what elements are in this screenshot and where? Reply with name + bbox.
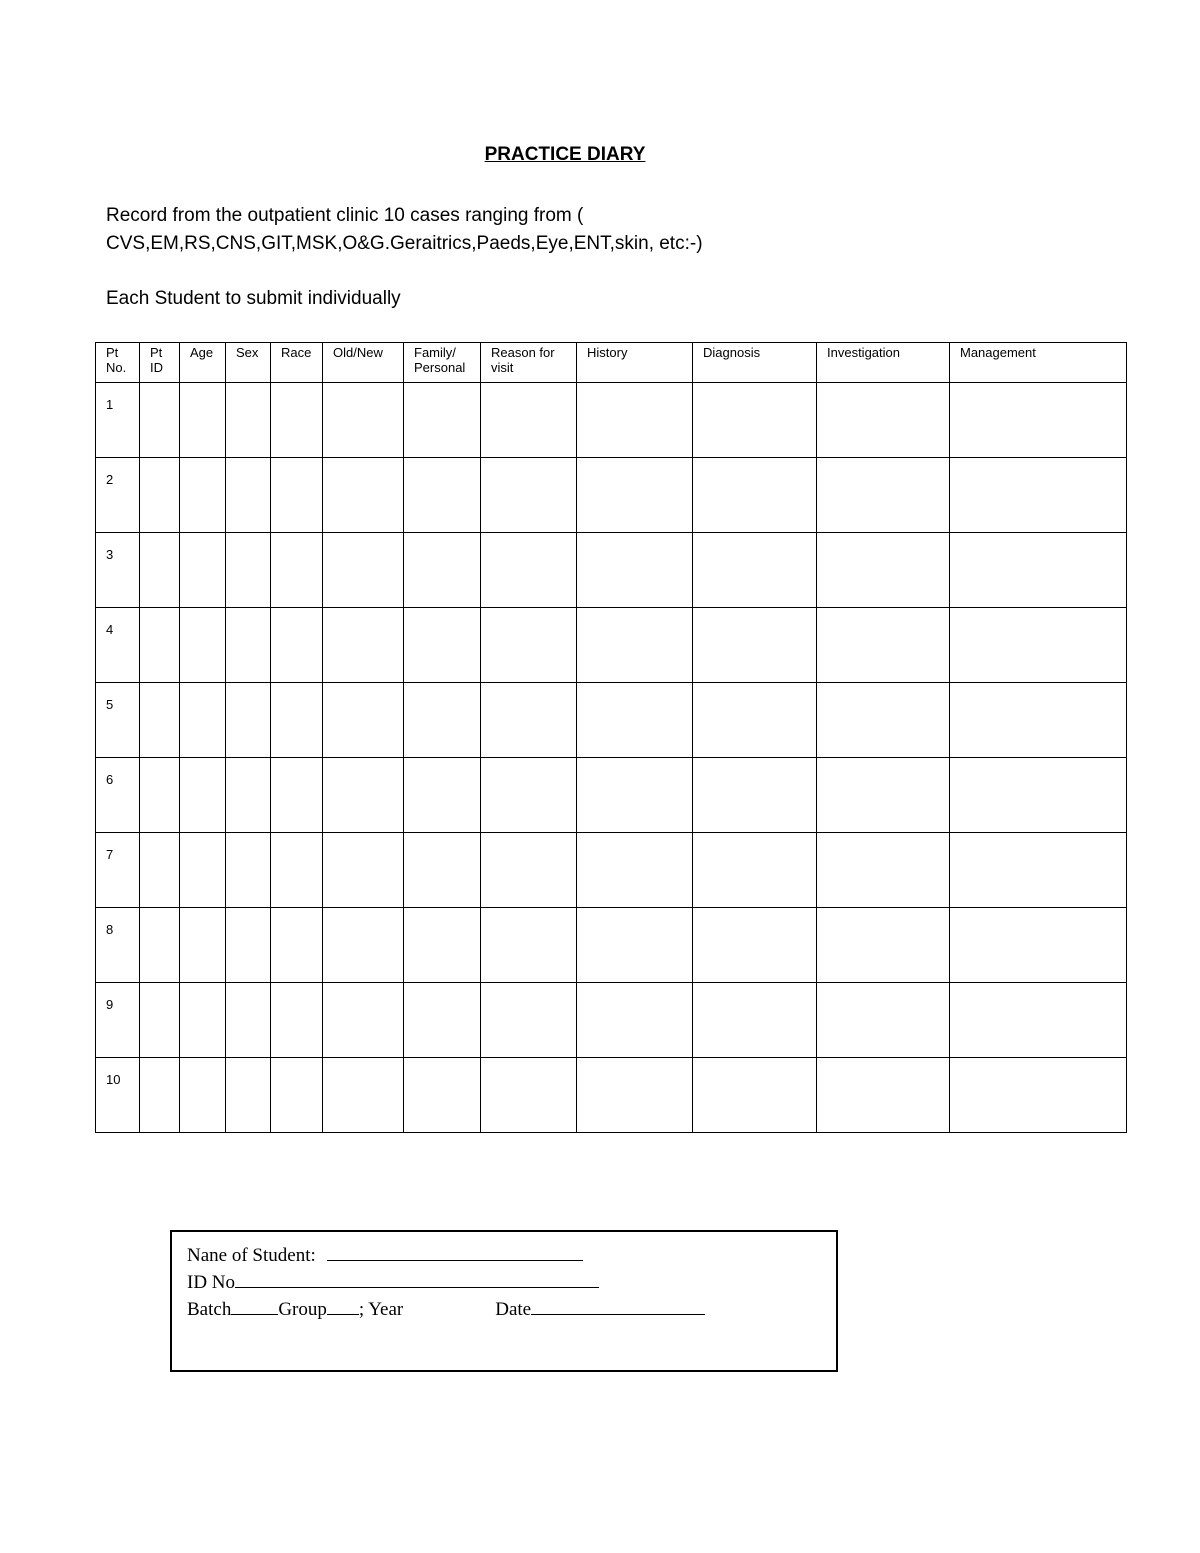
group-label: Group	[278, 1299, 327, 1320]
blank-cell[interactable]	[180, 683, 226, 758]
row-number: 1	[96, 383, 140, 458]
blank-cell[interactable]	[271, 1058, 323, 1133]
blank-cell[interactable]	[481, 983, 577, 1058]
table-row	[96, 533, 1127, 608]
blank-cell[interactable]	[140, 608, 180, 683]
batch-label: Batch	[187, 1299, 232, 1320]
blank-cell[interactable]	[950, 458, 1127, 533]
blank-cell[interactable]	[180, 533, 226, 608]
blank-cell[interactable]	[404, 983, 481, 1058]
blank-cell[interactable]	[180, 608, 226, 683]
blank-cell[interactable]	[481, 608, 577, 683]
blank-cell[interactable]	[577, 458, 693, 533]
date-field[interactable]	[531, 1296, 705, 1315]
blank-cell[interactable]	[323, 458, 404, 533]
blank-cell[interactable]	[404, 1058, 481, 1133]
blank-cell[interactable]	[323, 383, 404, 458]
blank-cell[interactable]	[817, 383, 950, 458]
blank-cell[interactable]	[140, 1058, 180, 1133]
blank-cell[interactable]	[271, 683, 323, 758]
blank-cell[interactable]	[180, 833, 226, 908]
table-row	[96, 383, 1127, 458]
blank-cell[interactable]	[950, 608, 1127, 683]
blank-cell[interactable]	[271, 983, 323, 1058]
submission-note: Each Student to submit individually	[106, 288, 401, 309]
header-age: Age	[180, 343, 226, 383]
blank-cell[interactable]	[404, 833, 481, 908]
header-old-new: Old/New	[323, 343, 404, 383]
blank-cell[interactable]	[693, 983, 817, 1058]
blank-cell[interactable]	[693, 1058, 817, 1133]
blank-cell[interactable]	[140, 533, 180, 608]
blank-cell[interactable]	[817, 683, 950, 758]
blank-cell[interactable]	[693, 383, 817, 458]
blank-cell[interactable]	[180, 1058, 226, 1133]
blank-cell[interactable]	[817, 533, 950, 608]
row-number: 3	[96, 533, 140, 608]
blank-cell[interactable]	[140, 458, 180, 533]
blank-cell[interactable]	[481, 758, 577, 833]
blank-cell[interactable]	[140, 833, 180, 908]
blank-cell[interactable]	[323, 533, 404, 608]
year-label: ; Year	[358, 1299, 404, 1320]
header-management: Management	[950, 343, 1127, 383]
student-name-line	[187, 1242, 583, 1269]
table-row	[96, 983, 1127, 1058]
id-number-field[interactable]	[235, 1269, 599, 1288]
blank-cell[interactable]	[817, 608, 950, 683]
blank-cell[interactable]	[140, 908, 180, 983]
blank-cell[interactable]	[404, 383, 481, 458]
blank-cell[interactable]	[404, 908, 481, 983]
header-reason-for-visit: Reason for visit	[481, 343, 577, 383]
row-number: 5	[96, 683, 140, 758]
blank-cell[interactable]	[271, 533, 323, 608]
blank-cell[interactable]	[817, 1058, 950, 1133]
student-name-label: Nane of Student:	[187, 1245, 316, 1266]
blank-cell[interactable]	[950, 683, 1127, 758]
blank-cell[interactable]	[271, 908, 323, 983]
header-investigation: Investigation	[817, 343, 950, 383]
blank-cell[interactable]	[693, 683, 817, 758]
date-label: Date	[495, 1299, 532, 1320]
practice-diary-table	[95, 342, 1127, 1133]
blank-cell[interactable]	[323, 833, 404, 908]
header-history: History	[577, 343, 693, 383]
blank-cell[interactable]	[271, 758, 323, 833]
blank-cell[interactable]	[481, 908, 577, 983]
table-header-row	[96, 343, 1127, 383]
instructions-line-1: Record from the outpatient clinic 10 cases ranging from (	[106, 205, 584, 226]
blank-cell[interactable]	[693, 758, 817, 833]
row-number: 2	[96, 458, 140, 533]
blank-cell[interactable]	[817, 833, 950, 908]
blank-cell[interactable]	[180, 908, 226, 983]
student-name-field[interactable]	[327, 1242, 583, 1261]
header-race: Race	[271, 343, 323, 383]
blank-cell[interactable]	[817, 983, 950, 1058]
blank-cell[interactable]	[323, 983, 404, 1058]
row-number: 9	[96, 983, 140, 1058]
table-row	[96, 1058, 1127, 1133]
blank-cell[interactable]	[140, 983, 180, 1058]
blank-cell[interactable]	[323, 1058, 404, 1133]
blank-cell[interactable]	[323, 608, 404, 683]
blank-cell[interactable]	[481, 458, 577, 533]
blank-cell[interactable]	[577, 983, 693, 1058]
blank-cell[interactable]	[180, 458, 226, 533]
table-row	[96, 908, 1127, 983]
blank-cell[interactable]	[950, 758, 1127, 833]
blank-cell[interactable]	[950, 983, 1127, 1058]
blank-cell[interactable]	[693, 608, 817, 683]
blank-cell[interactable]	[226, 908, 271, 983]
blank-cell[interactable]	[226, 533, 271, 608]
blank-cell[interactable]	[226, 608, 271, 683]
table-row	[96, 683, 1127, 758]
blank-cell[interactable]	[577, 908, 693, 983]
blank-cell[interactable]	[577, 533, 693, 608]
instructions	[106, 202, 703, 258]
blank-cell[interactable]	[577, 1058, 693, 1133]
table-row	[96, 833, 1127, 908]
blank-cell[interactable]	[481, 533, 577, 608]
row-number: 4	[96, 608, 140, 683]
blank-cell[interactable]	[140, 383, 180, 458]
blank-cell[interactable]	[950, 383, 1127, 458]
blank-cell[interactable]	[226, 758, 271, 833]
page-title: PRACTICE DIARY	[484, 144, 646, 165]
row-number: 6	[96, 758, 140, 833]
blank-cell[interactable]	[404, 458, 481, 533]
blank-cell[interactable]	[577, 683, 693, 758]
blank-cell[interactable]	[693, 533, 817, 608]
row-number: 8	[96, 908, 140, 983]
blank-cell[interactable]	[817, 908, 950, 983]
batch-field[interactable]	[231, 1296, 278, 1315]
blank-cell[interactable]	[271, 458, 323, 533]
blank-cell[interactable]	[323, 683, 404, 758]
blank-cell[interactable]	[693, 458, 817, 533]
table-row	[96, 758, 1127, 833]
blank-cell[interactable]	[950, 908, 1127, 983]
blank-cell[interactable]	[577, 833, 693, 908]
blank-cell[interactable]	[271, 608, 323, 683]
blank-cell[interactable]	[226, 983, 271, 1058]
blank-cell[interactable]	[950, 533, 1127, 608]
student-info-box	[170, 1230, 838, 1372]
header-diagnosis: Diagnosis	[693, 343, 817, 383]
row-number: 7	[96, 833, 140, 908]
blank-cell[interactable]	[404, 533, 481, 608]
blank-cell[interactable]	[226, 383, 271, 458]
group-field[interactable]	[327, 1296, 359, 1315]
id-number-label: ID No	[187, 1272, 236, 1293]
blank-cell[interactable]	[323, 758, 404, 833]
blank-cell[interactable]	[226, 683, 271, 758]
batch-group-year-date-line	[187, 1296, 705, 1323]
blank-cell[interactable]	[180, 758, 226, 833]
header-pt-id: Pt ID	[140, 343, 180, 383]
blank-cell[interactable]	[404, 683, 481, 758]
blank-cell[interactable]	[180, 983, 226, 1058]
blank-cell[interactable]	[817, 458, 950, 533]
blank-cell[interactable]	[693, 833, 817, 908]
blank-cell[interactable]	[817, 758, 950, 833]
blank-cell[interactable]	[950, 1058, 1127, 1133]
header-pt-no: Pt No.	[96, 343, 140, 383]
blank-cell[interactable]	[577, 383, 693, 458]
blank-cell[interactable]	[271, 383, 323, 458]
blank-cell[interactable]	[226, 458, 271, 533]
blank-cell[interactable]	[271, 833, 323, 908]
blank-cell[interactable]	[180, 383, 226, 458]
blank-cell[interactable]	[481, 833, 577, 908]
blank-cell[interactable]	[140, 683, 180, 758]
row-number: 10	[96, 1058, 140, 1133]
header-sex: Sex	[226, 343, 271, 383]
blank-cell[interactable]	[481, 683, 577, 758]
blank-cell[interactable]	[226, 1058, 271, 1133]
id-number-line	[187, 1269, 599, 1296]
header-family-personal: Family/ Personal	[404, 343, 481, 383]
blank-cell[interactable]	[577, 758, 693, 833]
blank-cell[interactable]	[481, 383, 577, 458]
blank-cell[interactable]	[226, 833, 271, 908]
blank-cell[interactable]	[693, 908, 817, 983]
blank-cell[interactable]	[577, 608, 693, 683]
table-row	[96, 458, 1127, 533]
table-row	[96, 608, 1127, 683]
blank-cell[interactable]	[323, 908, 404, 983]
blank-cell[interactable]	[404, 608, 481, 683]
blank-cell[interactable]	[950, 833, 1127, 908]
blank-cell[interactable]	[140, 758, 180, 833]
blank-cell[interactable]	[481, 1058, 577, 1133]
instructions-line-2: CVS,EM,RS,CNS,GIT,MSK,O&G.Geraitrics,Paeds,Eye,ENT,skin, etc:-)	[106, 233, 703, 254]
blank-cell[interactable]	[404, 758, 481, 833]
